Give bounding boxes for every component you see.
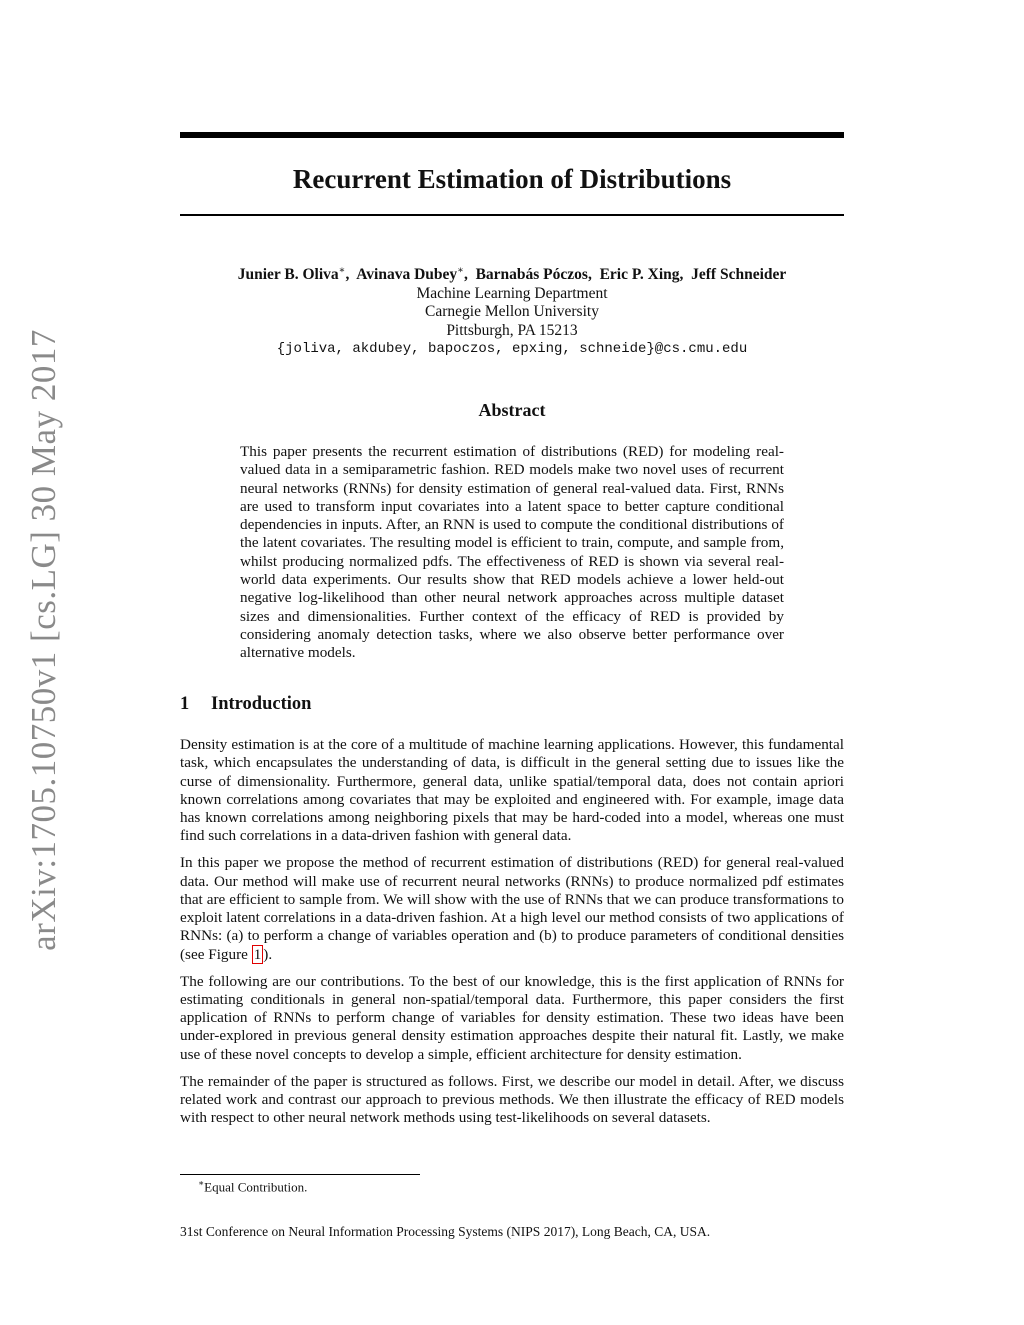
author-mark: ∗ [457, 265, 464, 276]
paragraph-text: In this paper we propose the method of recurrent estimation of distributions (RED) for general real-valued data. Our method will make use of recurrent neural networks (RNNs) to produce normalized pdf estimates that are efficient to sample from. We will show with the use of RNNs that we can produce transformations to exploit latent correlations in a data-driven fashion. At a high level our method consists of two applications of RNNs: (a) to perform a change of variables operation and (b) to produce parameters of conditional densities (see Figure [180, 854, 844, 963]
author-name: Barnabás Póczos [475, 266, 588, 284]
university: Carnegie Mellon University [425, 303, 599, 321]
section-title: Introduction [211, 694, 312, 714]
footnote [198, 1178, 307, 1195]
author-name: Junier B. Oliva [237, 266, 339, 284]
arxiv-stamp: arXiv:1705.10750v1 [cs.LG] 30 May 2017 [24, 329, 63, 951]
footnote-mark: ∗ [198, 1178, 205, 1188]
paragraph: Density estimation is at the core of a multitude of machine learning applications. However, this fundamental task, which encapsulates the understanding of data, is difficult in the general setting due to issues like the curse of dimensionality. Furthermore, general data, unlike spatial/temporal data, does not contain apriori known correlations among covariates that may be exploited and engineered with. For example, image data has known correlations among neighboring pixels that may be hard-coded into a model, whereas one must find such correlations in a data-driven fashion with general data. [180, 736, 844, 845]
paragraph: The remainder of the paper is structured as follows. First, we describe our model in detail. After, we discuss related work and contrast our approach to previous methods. We then illustrate the efficacy of RED models with respect to other neural network methods using test-likelihoods on several datasets. [180, 1072, 844, 1127]
author-name: Jeff Schneider [691, 266, 787, 284]
footnote-rule [180, 1174, 420, 1175]
author-name: Avinava Dubey [356, 266, 458, 284]
paragraph-text: ). [263, 945, 273, 963]
title-rule-bottom [180, 214, 844, 216]
author-mark: ∗ [338, 265, 346, 276]
paragraph [180, 854, 844, 964]
email-list: {joliva, akdubey, bapoczos, epxing, schneide}@cs.cmu.edu [276, 341, 748, 358]
conference-note: 31st Conference on Neural Information Processing Systems (NIPS 2017), Long Beach, CA, USA. [180, 1224, 711, 1239]
paper-title: Recurrent Estimation of Distributions [292, 164, 732, 194]
paragraph: The following are our contributions. To the best of our knowledge, this is the first application of RNNs for estimating conditionals in general non-spatial/temporal data. Furthermore, this paper considers the first application of RNNs to perform change of variables for density estimation. These two ideas have been under-explored in previous general density estimation approaches despite their natural fit. Lastly, we make use of these novel concepts to develop a simple, efficient architecture for density estimation. [180, 972, 844, 1063]
section-body [180, 736, 844, 1136]
abstract-text: This paper presents the recurrent estimation of distributions (RED) for modeling real-valued data in a semiparametric fashion. RED models make two novel uses of recurrent neural networks (RNNs) for density estimation of general real-valued data. First, RNNs are used to transform input covariates into a latent space to better capture conditional dependencies in inputs. After, an RNN is used to compute the conditional distributions of the latent covariates. The resulting model is efficient to train, compute, and sample from, whilst producing normalized pdfs. The effectiveness of RED is shown via several real-world data experiments. Our results show that RED models achieve a lower held-out negative log-likelihood than other neural network approaches across multiple dataset sizes and dimensionalities. Further context of the efficacy of RED is provided by considering anomaly detection tasks, where we also observe better performance over alternative models. [240, 443, 784, 662]
section-number: 1 [180, 694, 190, 714]
author-list: Junier B. Oliva∗, Avinava Dubey∗, Barnabás Póczos, Eric P. Xing, Jeff Schneider [237, 265, 787, 284]
city: Pittsburgh, PA 15213 [446, 321, 578, 339]
section-heading [180, 694, 311, 715]
author-block [180, 262, 844, 359]
title-rule-top [180, 132, 844, 138]
department: Machine Learning Department [416, 284, 608, 302]
author-name: Eric P. Xing [599, 266, 680, 284]
figure-link[interactable]: 1 [253, 945, 262, 963]
footnote-text: Equal Contribution. [204, 1179, 308, 1195]
abstract-heading: Abstract [478, 400, 546, 420]
